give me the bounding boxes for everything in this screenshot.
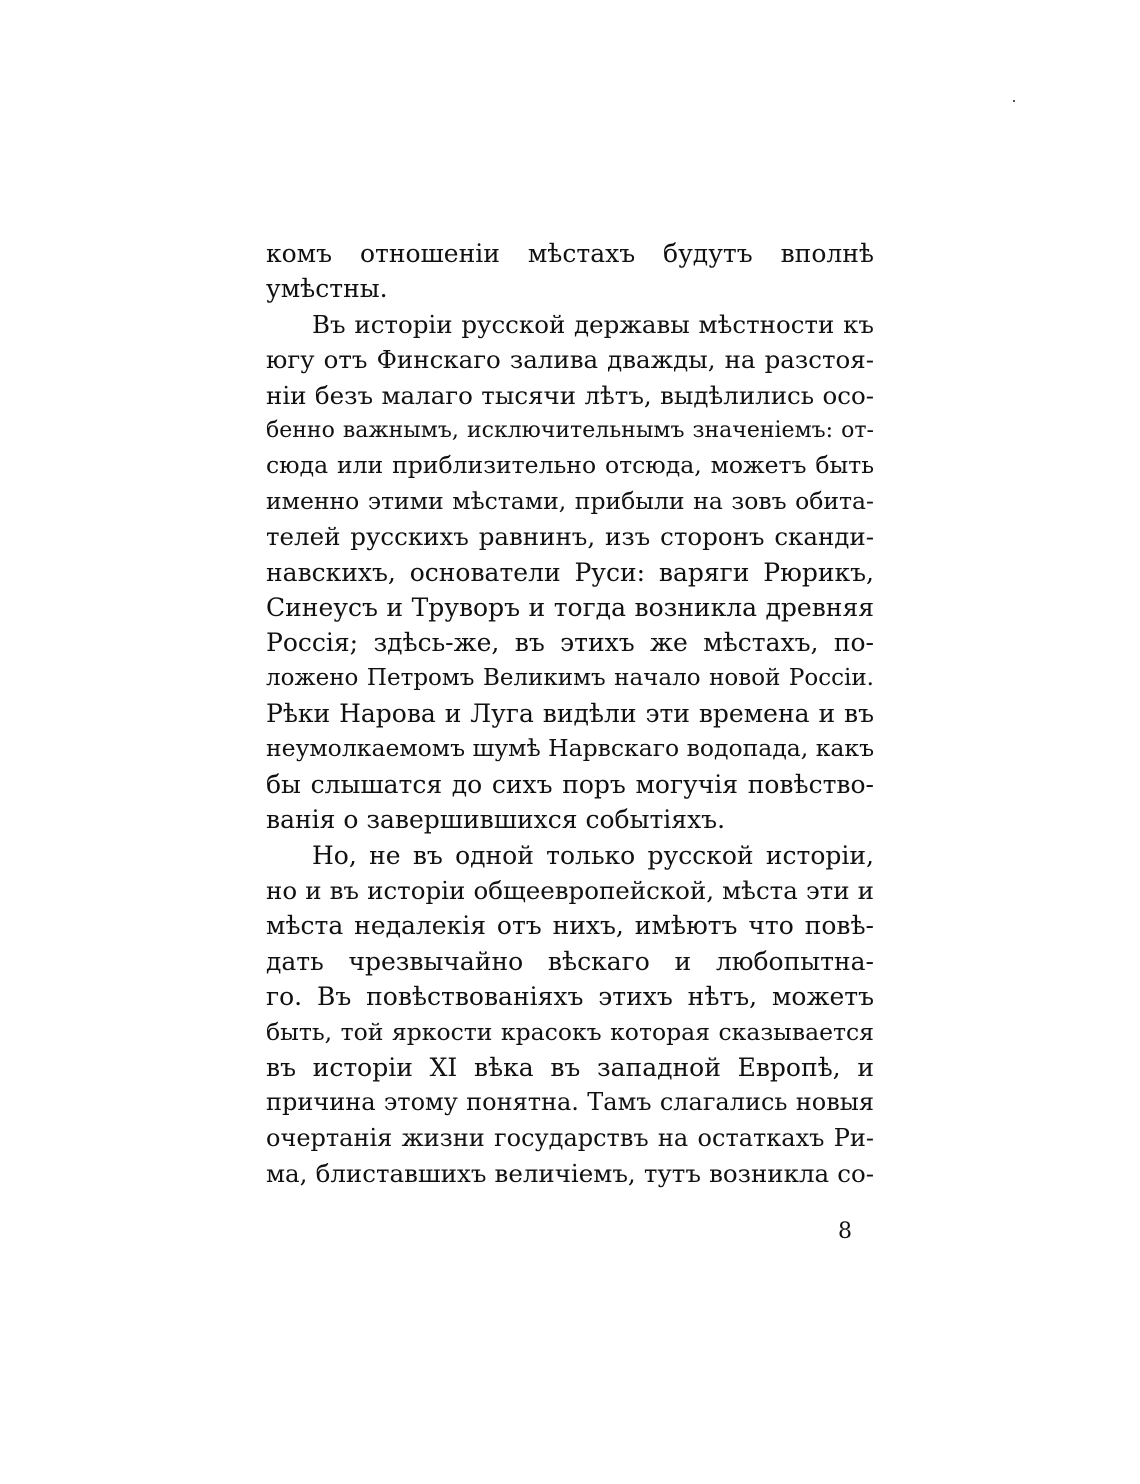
text-line: навскихъ, основатели Руси: варяги Рюрикъ, [266, 557, 874, 587]
text-line: Россія; здѣсь-же, въ этихъ же мѣстахъ, по- [266, 628, 874, 658]
text-line: Рѣки Нарова и Луга видѣли эти времена и въ [266, 699, 874, 729]
text-line: очертанія жизни государствъ на остаткахъ Ри- [266, 1123, 874, 1152]
text-line: югу отъ Финскаго залива дважды, на разстоя- [266, 345, 874, 375]
text-line: телей русскихъ равнинъ, изъ сторонъ сканди- [266, 522, 874, 552]
text-line: мѣста недалекія отъ нихъ, имѣютъ что повѣ- [266, 911, 874, 941]
page-number: 8 [838, 1219, 852, 1244]
text-line: бенно важнымъ, исключительнымъ значеніемъ: от- [266, 417, 874, 443]
text-line: неумолкаемомъ шумѣ Нарвскаго водопада, какъ [266, 734, 874, 763]
text-line: бы слышатся до сихъ поръ могучія повѣство- [266, 769, 874, 799]
text-line: въ исторіи XI вѣка въ западной Европѣ, и [266, 1052, 874, 1082]
paragraph-first-line: Но, не въ одной только русской исторіи, [312, 840, 874, 870]
text-line: быть, той яркости красокъ которая сказывается [266, 1017, 874, 1046]
text-line: ложено Петромъ Великимъ начало новой Россіи. [266, 664, 874, 691]
text-line: умѣстны. [266, 274, 388, 304]
text-line: ніи безъ малаго тысячи лѣтъ, выдѣлились осо- [266, 380, 874, 410]
paragraph-first-line: Въ исторіи русской державы мѣстности къ [312, 309, 874, 339]
text-line: ванія о завершившихся событіяхъ. [266, 805, 726, 835]
text-line: причина этому понятна. Тамъ слагались новыя [266, 1088, 874, 1117]
text-line: сюда или приблизительно отсюда, можетъ быть [266, 451, 874, 480]
text-line: именно этими мѣстами, прибыли на зовъ обита- [266, 486, 874, 515]
text-line: комъ отношеніи мѣстахъ будутъ вполнѣ [266, 239, 874, 268]
text-line: дать чрезвычайно вѣскаго и любопытна- [266, 946, 874, 976]
text-line: го. Въ повѣствованіяхъ этихъ нѣтъ, можетъ [266, 982, 874, 1012]
text-line: Синеусъ и Труворъ и тогда возникла древняя [266, 592, 874, 622]
text-line: но и въ исторіи общеевропейской, мѣста эти и [266, 876, 874, 906]
text-line: ма, блиставшихъ величіемъ, тутъ возникла со- [266, 1159, 874, 1189]
scan-speck [1013, 100, 1015, 102]
page-body-text [266, 236, 874, 1192]
